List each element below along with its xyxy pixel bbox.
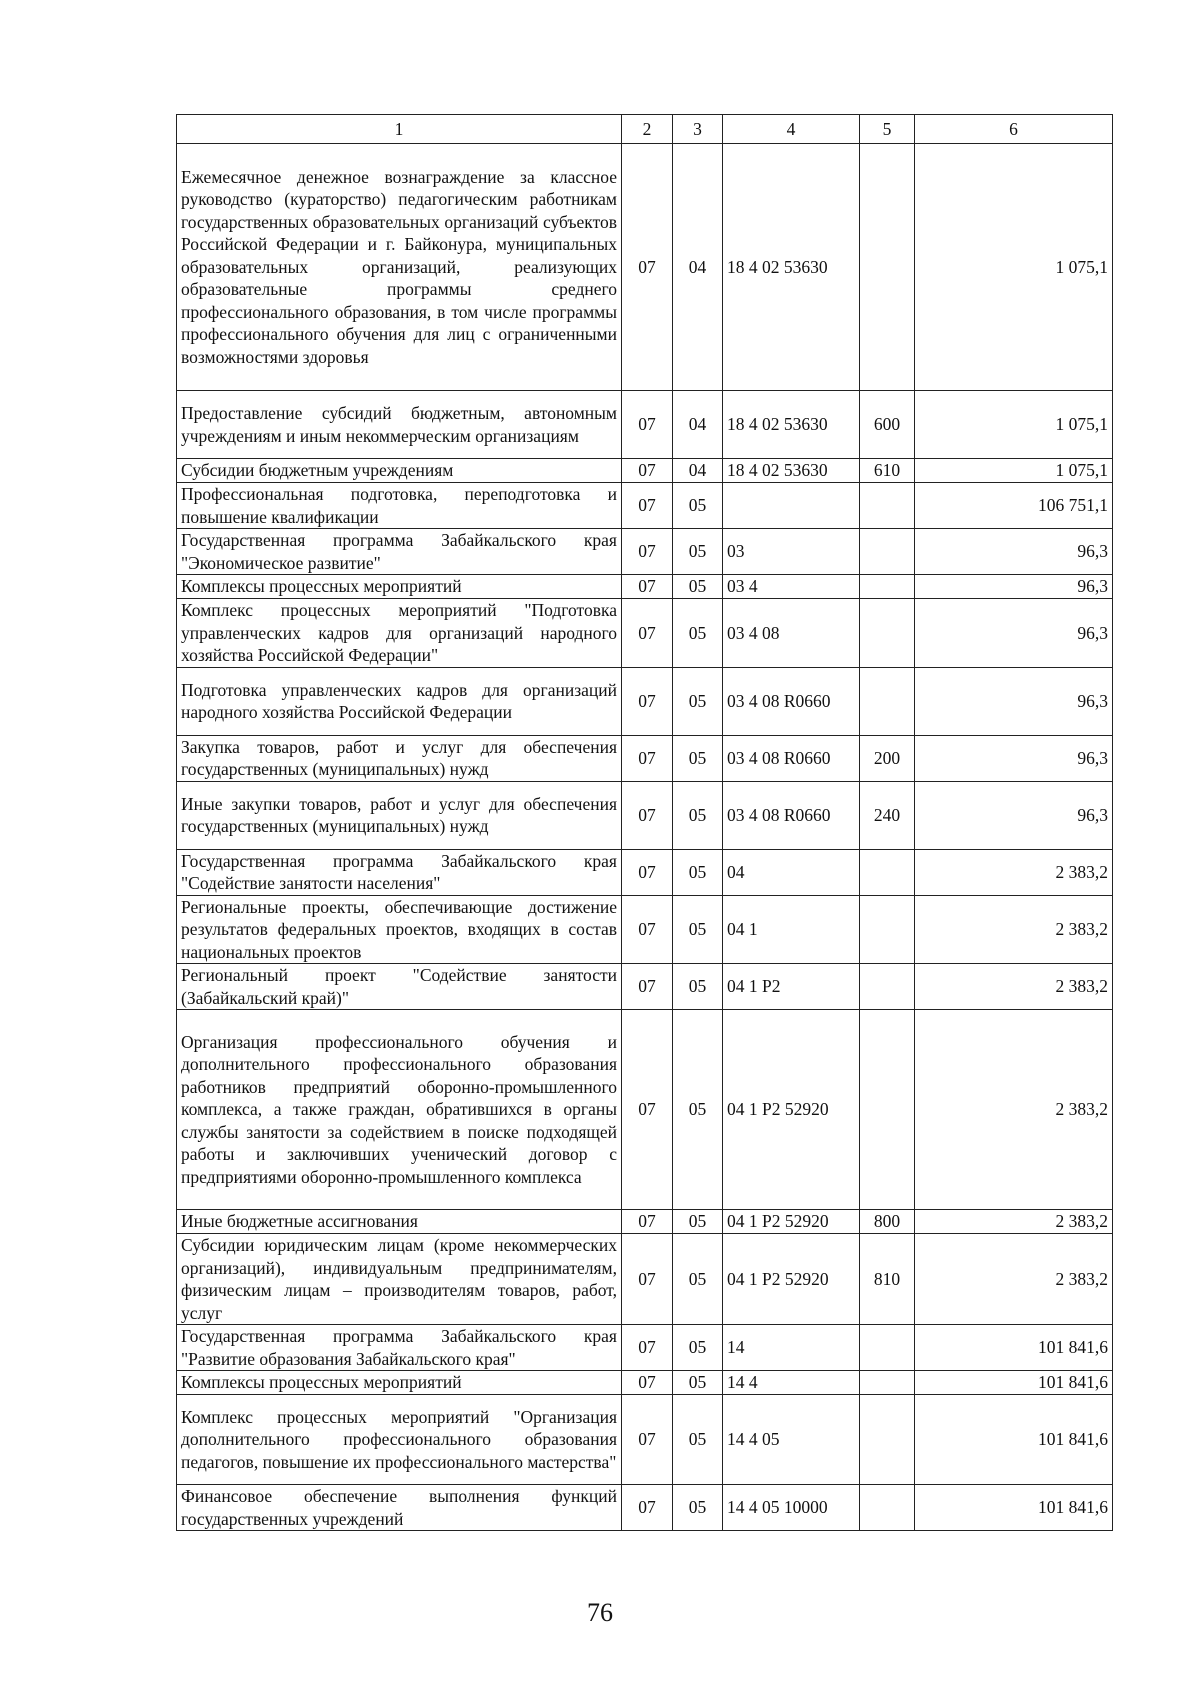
cell-target-article: 03 — [723, 529, 860, 575]
cell-name: Региональный проект "Содействие занятости (Забайкальский край)" — [177, 964, 622, 1010]
page-number: 76 — [587, 1598, 613, 1627]
cell-subsection: 04 — [673, 144, 723, 391]
cell-expense-type — [860, 575, 915, 599]
header-col-5: 5 — [860, 115, 915, 144]
cell-amount: 106 751,1 — [915, 483, 1113, 529]
table-row — [177, 1371, 1113, 1395]
cell-subsection: 05 — [673, 575, 723, 599]
cell-subsection: 04 — [673, 459, 723, 483]
cell-section: 07 — [622, 1325, 673, 1371]
cell-target-article: 03 4 08 R0660 — [723, 667, 860, 735]
cell-subsection: 05 — [673, 529, 723, 575]
header-col-6: 6 — [915, 115, 1113, 144]
cell-section: 07 — [622, 459, 673, 483]
cell-amount: 2 383,2 — [915, 895, 1113, 964]
cell-expense-type — [860, 483, 915, 529]
cell-section: 07 — [622, 1395, 673, 1485]
cell-name: Комплексы процессных мероприятий — [177, 1371, 622, 1395]
cell-section: 07 — [622, 1210, 673, 1234]
table-row — [177, 1234, 1113, 1325]
cell-amount: 101 841,6 — [915, 1325, 1113, 1371]
cell-subsection: 05 — [673, 964, 723, 1010]
table-row — [177, 1010, 1113, 1210]
table-row — [177, 781, 1113, 849]
budget-table — [176, 114, 1113, 1531]
cell-expense-type: 800 — [860, 1210, 915, 1234]
cell-expense-type — [860, 895, 915, 964]
cell-name: Субсидии юридическим лицам (кроме некоммерческих организаций), индивидуальным предпринимателям, физическим лицам – производителям товаров, работ, услуг — [177, 1234, 622, 1325]
cell-section: 07 — [622, 895, 673, 964]
cell-expense-type — [860, 1325, 915, 1371]
cell-amount: 101 841,6 — [915, 1485, 1113, 1531]
cell-name: Организация профессионального обучения и дополнительного профессионального образования работников предприятий оборонно-промышленного комплекса, а также граждан, обратившихся в органы службы занятости за содействием в поиске подходящей работы и заключивших ученический договор с предприятиями оборонно-промышленного комплекса — [177, 1010, 622, 1210]
cell-section: 07 — [622, 667, 673, 735]
cell-subsection: 05 — [673, 1234, 723, 1325]
cell-section: 07 — [622, 964, 673, 1010]
cell-subsection: 05 — [673, 1325, 723, 1371]
cell-expense-type — [860, 1485, 915, 1531]
cell-subsection: 05 — [673, 1395, 723, 1485]
cell-amount: 1 075,1 — [915, 459, 1113, 483]
cell-amount: 96,3 — [915, 781, 1113, 849]
cell-name: Субсидии бюджетным учреждениям — [177, 459, 622, 483]
cell-subsection: 05 — [673, 1371, 723, 1395]
cell-name: Комплекс процессных мероприятий "Организация дополнительного профессионального образования педагогов, повышение их профессионального мастерства" — [177, 1395, 622, 1485]
cell-expense-type — [860, 1010, 915, 1210]
cell-expense-type — [860, 964, 915, 1010]
cell-target-article: 18 4 02 53630 — [723, 144, 860, 391]
table-row — [177, 1485, 1113, 1531]
header-col-1: 1 — [177, 115, 622, 144]
cell-subsection: 05 — [673, 1485, 723, 1531]
cell-expense-type — [860, 667, 915, 735]
cell-target-article: 14 4 05 10000 — [723, 1485, 860, 1531]
cell-amount: 96,3 — [915, 529, 1113, 575]
header-col-2: 2 — [622, 115, 673, 144]
cell-target-article: 03 4 08 — [723, 599, 860, 668]
cell-expense-type: 610 — [860, 459, 915, 483]
cell-target-article: 04 1 P2 52920 — [723, 1210, 860, 1234]
cell-amount: 101 841,6 — [915, 1371, 1113, 1395]
cell-name: Ежемесячное денежное вознаграждение за классное руководство (кураторство) педагогическим работникам государственных образовательных организаций субъектов Российской Федерации и г. Байконура, муниципальных образовательных организаций, реализующих образовательные программы среднего профессионального образования, в том числе программы профессионального обучения для лиц с ограниченными возможностями здоровья — [177, 144, 622, 391]
header-col-4: 4 — [723, 115, 860, 144]
table-row — [177, 391, 1113, 459]
cell-name: Государственная программа Забайкальского края "Экономическое развитие" — [177, 529, 622, 575]
cell-section: 07 — [622, 529, 673, 575]
cell-subsection: 05 — [673, 483, 723, 529]
cell-amount: 2 383,2 — [915, 1234, 1113, 1325]
cell-name: Предоставление субсидий бюджетным, автономным учреждениям и иным некоммерческим организациям — [177, 391, 622, 459]
cell-name: Иные бюджетные ассигнования — [177, 1210, 622, 1234]
cell-amount: 96,3 — [915, 599, 1113, 668]
cell-amount: 1 075,1 — [915, 391, 1113, 459]
table-row — [177, 849, 1113, 895]
cell-expense-type — [860, 1371, 915, 1395]
cell-target-article: 18 4 02 53630 — [723, 459, 860, 483]
cell-target-article: 14 4 05 — [723, 1395, 860, 1485]
cell-expense-type: 200 — [860, 735, 915, 781]
cell-target-article: 14 4 — [723, 1371, 860, 1395]
table-row — [177, 599, 1113, 668]
cell-name: Подготовка управленческих кадров для организаций народного хозяйства Российской Федерации — [177, 667, 622, 735]
cell-name: Комплексы процессных мероприятий — [177, 575, 622, 599]
cell-section: 07 — [622, 781, 673, 849]
cell-name: Иные закупки товаров, работ и услуг для обеспечения государственных (муниципальных) нужд — [177, 781, 622, 849]
table-row — [177, 735, 1113, 781]
table-row — [177, 144, 1113, 391]
cell-target-article: 03 4 — [723, 575, 860, 599]
cell-name: Государственная программа Забайкальского края "Содействие занятости населения" — [177, 849, 622, 895]
cell-expense-type: 240 — [860, 781, 915, 849]
cell-amount: 96,3 — [915, 575, 1113, 599]
table-row — [177, 459, 1113, 483]
cell-name: Государственная программа Забайкальского края "Развитие образования Забайкальского края" — [177, 1325, 622, 1371]
cell-subsection: 05 — [673, 781, 723, 849]
cell-section: 07 — [622, 849, 673, 895]
cell-name: Комплекс процессных мероприятий "Подготовка управленческих кадров для организаций народного хозяйства Российской Федерации" — [177, 599, 622, 668]
cell-subsection: 05 — [673, 599, 723, 668]
cell-amount: 2 383,2 — [915, 1010, 1113, 1210]
table-row — [177, 667, 1113, 735]
cell-name: Региональные проекты, обеспечивающие достижение результатов федеральных проектов, входящих в состав национальных проектов — [177, 895, 622, 964]
table-row — [177, 529, 1113, 575]
cell-amount: 2 383,2 — [915, 1210, 1113, 1234]
cell-subsection: 05 — [673, 895, 723, 964]
cell-section: 07 — [622, 483, 673, 529]
table-row — [177, 483, 1113, 529]
table-row — [177, 1210, 1113, 1234]
cell-name: Финансовое обеспечение выполнения функций государственных учреждений — [177, 1485, 622, 1531]
cell-target-article: 04 1 P2 — [723, 964, 860, 1010]
cell-subsection: 04 — [673, 391, 723, 459]
cell-section: 07 — [622, 1010, 673, 1210]
table-row — [177, 575, 1113, 599]
table-row — [177, 1395, 1113, 1485]
cell-target-article — [723, 483, 860, 529]
cell-section: 07 — [622, 1485, 673, 1531]
cell-section: 07 — [622, 391, 673, 459]
header-col-3: 3 — [673, 115, 723, 144]
table-header-row — [177, 115, 1113, 144]
table-row — [177, 1325, 1113, 1371]
cell-target-article: 03 4 08 R0660 — [723, 781, 860, 849]
cell-subsection: 05 — [673, 849, 723, 895]
cell-amount: 96,3 — [915, 667, 1113, 735]
cell-target-article: 04 1 — [723, 895, 860, 964]
cell-target-article: 04 1 P2 52920 — [723, 1010, 860, 1210]
cell-section: 07 — [622, 1234, 673, 1325]
cell-section: 07 — [622, 735, 673, 781]
cell-target-article: 03 4 08 R0660 — [723, 735, 860, 781]
cell-target-article: 04 1 P2 52920 — [723, 1234, 860, 1325]
cell-subsection: 05 — [673, 735, 723, 781]
cell-target-article: 14 — [723, 1325, 860, 1371]
cell-name: Закупка товаров, работ и услуг для обеспечения государственных (муниципальных) нужд — [177, 735, 622, 781]
cell-expense-type — [860, 599, 915, 668]
cell-subsection: 05 — [673, 667, 723, 735]
cell-target-article: 18 4 02 53630 — [723, 391, 860, 459]
cell-name: Профессиональная подготовка, переподготовка и повышение квалификации — [177, 483, 622, 529]
cell-section: 07 — [622, 1371, 673, 1395]
cell-subsection: 05 — [673, 1010, 723, 1210]
cell-section: 07 — [622, 144, 673, 391]
cell-amount: 96,3 — [915, 735, 1113, 781]
cell-expense-type — [860, 849, 915, 895]
table-row — [177, 895, 1113, 964]
cell-subsection: 05 — [673, 1210, 723, 1234]
cell-amount: 2 383,2 — [915, 964, 1113, 1010]
cell-amount: 1 075,1 — [915, 144, 1113, 391]
cell-amount: 101 841,6 — [915, 1395, 1113, 1485]
table-row — [177, 964, 1113, 1010]
cell-expense-type — [860, 1395, 915, 1485]
cell-expense-type: 600 — [860, 391, 915, 459]
cell-expense-type: 810 — [860, 1234, 915, 1325]
cell-expense-type — [860, 144, 915, 391]
cell-section: 07 — [622, 575, 673, 599]
budget-table-body — [177, 115, 1113, 1531]
cell-amount: 2 383,2 — [915, 849, 1113, 895]
cell-target-article: 04 — [723, 849, 860, 895]
cell-section: 07 — [622, 599, 673, 668]
cell-expense-type — [860, 529, 915, 575]
